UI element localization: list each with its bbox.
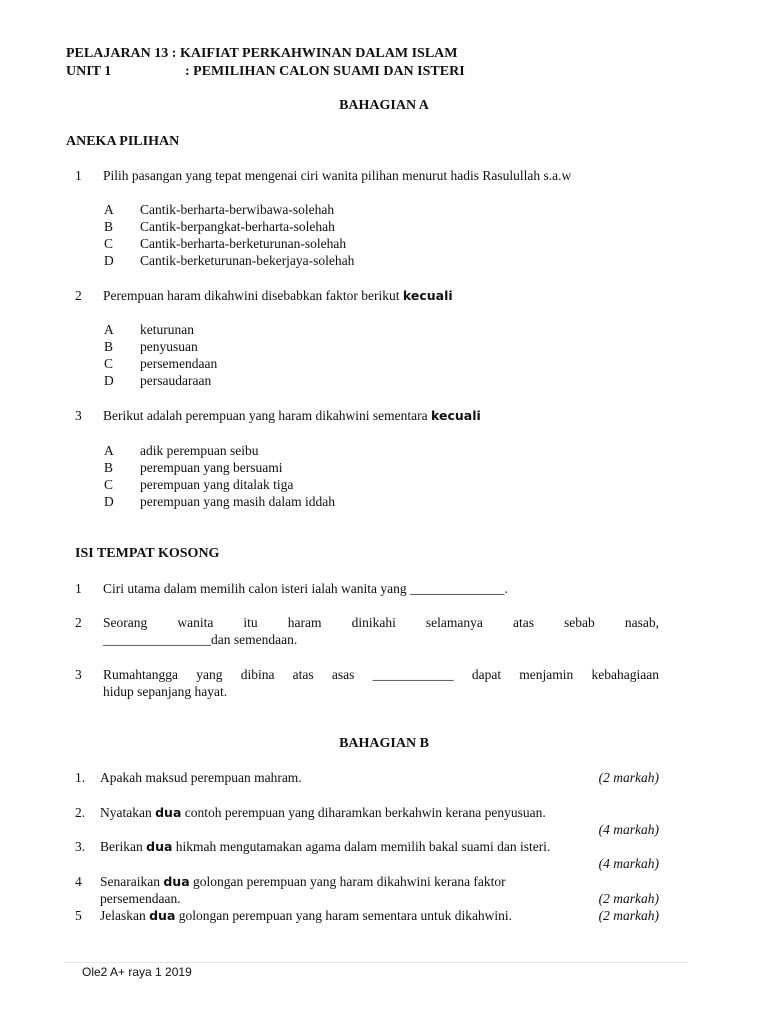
question-text <box>100 804 546 821</box>
footer-divider <box>64 962 688 963</box>
emphasis-word: kecuali <box>402 288 453 303</box>
option-letter: A <box>104 202 114 217</box>
item-number: 3 <box>75 667 82 682</box>
question-text <box>103 407 481 424</box>
question-pre: Nyatakan <box>100 805 156 820</box>
question-text: Apakah maksud perempuan mahram. <box>100 770 302 785</box>
question-body: Perempuan haram dikahwini disebabkan faktor berikut <box>103 288 403 303</box>
option-text: perempuan yang masih dalam iddah <box>140 494 335 509</box>
emphasis-word: dua <box>163 874 190 889</box>
option-text: Cantik-berketurunan-bekerjaya-solehah <box>140 253 355 268</box>
unit-title: : PEMILIHAN CALON SUAMI DAN ISTERI <box>185 64 465 79</box>
emphasis-word: dua <box>149 908 176 923</box>
question-post: hikmah mengutamakan agama dalam memilih bakal suami dan isteri. <box>172 839 551 854</box>
question-post: golongan perempuan yang haram sementara untuk dikahwini. <box>175 908 513 923</box>
option-letter: D <box>104 253 114 268</box>
question-number: 5 <box>75 908 82 923</box>
section-b-title: BAHAGIAN B <box>339 736 429 751</box>
item-text: Ciri utama dalam memilih calon isteri ialah wanita yang ______________. <box>103 581 508 596</box>
option-text: persemendaan <box>140 356 218 371</box>
marks-label: (2 markah) <box>598 908 659 923</box>
unit-label: UNIT 1 <box>66 64 112 79</box>
option-text: perempuan yang ditalak tiga <box>140 477 294 492</box>
option-letter: A <box>104 443 114 458</box>
option-letter: C <box>104 477 114 492</box>
option-text: penyusuan <box>140 339 198 354</box>
option-letter: B <box>104 339 114 354</box>
question-body: Berikut adalah perempuan yang haram dikahwini sementara <box>103 408 432 423</box>
question-text: Pilih pasangan yang tepat mengenai ciri wanita pilihan menurut hadis Rasulullah s.a.w <box>103 168 572 183</box>
option-text: keturunan <box>140 322 194 337</box>
question-text <box>100 838 550 855</box>
option-letter: D <box>104 373 114 388</box>
emphasis-word: kecuali <box>431 408 481 423</box>
item-text-cont: hidup sepanjang hayat. <box>103 684 228 699</box>
question-text-cont: persemendaan. <box>100 891 181 906</box>
option-letter: B <box>104 219 114 234</box>
option-text: Cantik-berharta-berketurunan-solehah <box>140 236 347 251</box>
item-text: Rumahtangga yang dibina atas asas ____________ dapat menjamin kebahagiaan <box>103 667 659 682</box>
option-text: Cantik-berpangkat-berharta-solehah <box>140 219 335 234</box>
question-text <box>100 907 512 924</box>
footer-text: Ole2 A+ raya 1 2019 <box>82 965 192 979</box>
option-letter: B <box>104 460 114 475</box>
question-post: golongan perempuan yang haram dikahwini kerana faktor <box>189 874 506 889</box>
lesson-title: PELAJARAN 13 : KAIFIAT PERKAHWINAN DALAM ISLAM <box>66 46 458 61</box>
question-number: 4 <box>75 874 82 889</box>
question-pre: Berikan <box>100 839 147 854</box>
question-number: 2 <box>75 288 82 303</box>
emphasis-word: dua <box>155 805 182 820</box>
question-number: 1 <box>75 168 82 183</box>
question-number: 3. <box>75 839 86 854</box>
isi-tempat-kosong-heading: ISI TEMPAT KOSONG <box>75 546 220 561</box>
item-number: 1 <box>75 581 82 596</box>
item-text: Seorang wanita itu haram dinikahi selamanya atas sebab nasab, <box>103 615 659 630</box>
question-pre: Senaraikan <box>100 874 164 889</box>
question-post: contoh perempuan yang diharamkan berkahwin kerana penyusuan. <box>181 805 546 820</box>
question-number: 3 <box>75 408 82 423</box>
marks-label: (4 markah) <box>598 822 659 837</box>
question-number: 2. <box>75 805 86 820</box>
question-text <box>100 873 506 890</box>
option-text: adik perempuan seibu <box>140 443 259 458</box>
section-a-title: BAHAGIAN A <box>339 98 429 113</box>
option-text: persaudaraan <box>140 373 212 388</box>
option-text: Cantik-berharta-berwibawa-solehah <box>140 202 335 217</box>
option-letter: C <box>104 356 114 371</box>
marks-label: (2 markah) <box>598 891 659 906</box>
option-letter: A <box>104 322 114 337</box>
item-text-cont: ________________dan semendaan. <box>103 632 298 647</box>
item-number: 2 <box>75 615 82 630</box>
question-text <box>103 287 453 304</box>
emphasis-word: dua <box>146 839 173 854</box>
aneka-pilihan-heading: ANEKA PILIHAN <box>66 134 180 149</box>
marks-label: (4 markah) <box>598 856 659 871</box>
question-number: 1. <box>75 770 86 785</box>
marks-label: (2 markah) <box>598 770 659 785</box>
option-letter: C <box>104 236 114 251</box>
option-text: perempuan yang bersuami <box>140 460 283 475</box>
option-letter: D <box>104 494 114 509</box>
question-pre: Jelaskan <box>100 908 150 923</box>
